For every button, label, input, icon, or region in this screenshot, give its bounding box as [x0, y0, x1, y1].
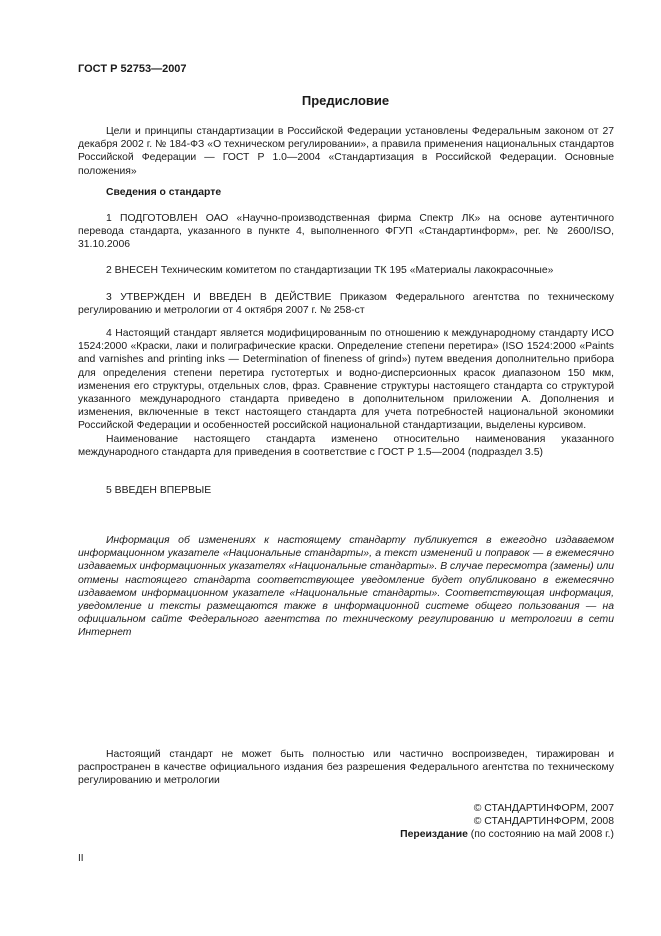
item-1 — [78, 212, 614, 252]
changes-info — [78, 534, 614, 640]
intro-paragraph — [78, 125, 614, 178]
copyright-block — [300, 802, 614, 842]
item-3-text: 3 УТВЕРЖДЕН И ВВЕДЕН В ДЕЙСТВИЕ Приказом Федерального агентства по техническому регулированию и метрологии от 4 октября 2007 г. № 258-ст — [78, 292, 614, 317]
item-4 — [78, 327, 614, 459]
item-3 — [78, 291, 614, 317]
standard-info-section — [78, 186, 614, 199]
item-4-title-note: Наименование настоящего стандарта изменено относительно наименования указанного международного стандарта для приведения в соответствие с ГОСТ Р 1.5—2004 (подраздел 3.5) — [78, 433, 614, 458]
page-title: Предисловие — [301, 93, 390, 108]
changes-info-text: Информация об изменениях к настоящему стандарту публикуется в ежегодно издаваемом информационном указателе «Национальные стандарты», а текст изменений и поправок — в ежемесячно издаваемых информационных указателях «Национальные стандарты». В случае пересмотра (замены) или отмены настоящего стандарта соответствующее уведомление будет опубликовано в ежемесячно издаваемом информационном указателе «Национальные стандарты». Соответствующая информация, уведомление и тексты размещаются также в информационной системе общего пользования — на официальном сайте Федерального агентства по техническому регулированию и метрологии в сети Интернет — [78, 535, 614, 639]
item-2 — [78, 264, 614, 277]
reissue-note: (по состоянию на май 2008 г.) — [470, 829, 614, 841]
page-number: II — [78, 853, 84, 864]
item-5 — [78, 484, 614, 497]
copyright-notice — [78, 748, 614, 788]
document-number: ГОСТ Р 52753—2007 — [78, 63, 187, 75]
copyright-notice-text: Настоящий стандарт не может быть полностью или частично воспроизведен, тиражирован и распространен в качестве официального издания без разрешения Федерального агентства по техническому регулированию и метрологии — [78, 749, 614, 787]
reissue-label: Переиздание — [400, 829, 468, 841]
reissue-line — [300, 828, 614, 841]
copyright-line-2007: © СТАНДАРТИНФОРМ, 2007 — [473, 803, 614, 814]
item-1-text: 1 ПОДГОТОВЛЕН ОАО «Научно-производственная фирма Спектр ЛК» на основе аутентичного перевода стандарта, указанного в пункте 4, выполненного ФГУП «Стандартинформ», рег. № 2600/ISO, 31.10.2006 — [78, 213, 614, 251]
item-2-text: 2 ВНЕСЕН Техническим комитетом по стандартизации ТК 195 «Материалы лакокрасочные» — [106, 265, 554, 276]
intro-text: Цели и принципы стандартизации в Российской Федерации установлены Федеральным законом от 27 декабря 2002 г. № 184-ФЗ «О техническом регулировании», а правила применения национальных стандартов Российской Федерации — ГОСТ Р 1.0—2004 «Стандартизация в Российской Федерации. Основные положения» — [78, 126, 614, 177]
item-4-text: 4 Настоящий стандарт является модифицированным по отношению к международному стандарту ИСО 1524:2000 «Краски, лаки и полиграфические краски. Определение степени перетира» (ISO 1524:2000 «Paints and varnishes and printing inks — Determination of fineness of grind») путем введения дополнительно прибора для определения степени перетира густотертых и водно-дисперсионных красок диапазоном 150 мкм, изменения его структуры, отдельных слов, фраз. Сравнение структуры настоящего стандарта со структурой указанного международного стандарта приведено в дополнительном приложении А. Дополнения и изменения, включенные в текст настоящего стандарта для учета потребностей национальной экономики Российской Федерации и особенностей российской национальной стандартизации, выделены курсивом. — [78, 328, 614, 432]
standard-info-heading: Сведения о стандарте — [106, 187, 222, 198]
copyright-line-2008: © СТАНДАРТИНФОРМ, 2008 — [473, 816, 614, 828]
item-5-text: 5 ВВЕДЕН ВПЕРВЫЕ — [106, 485, 212, 496]
